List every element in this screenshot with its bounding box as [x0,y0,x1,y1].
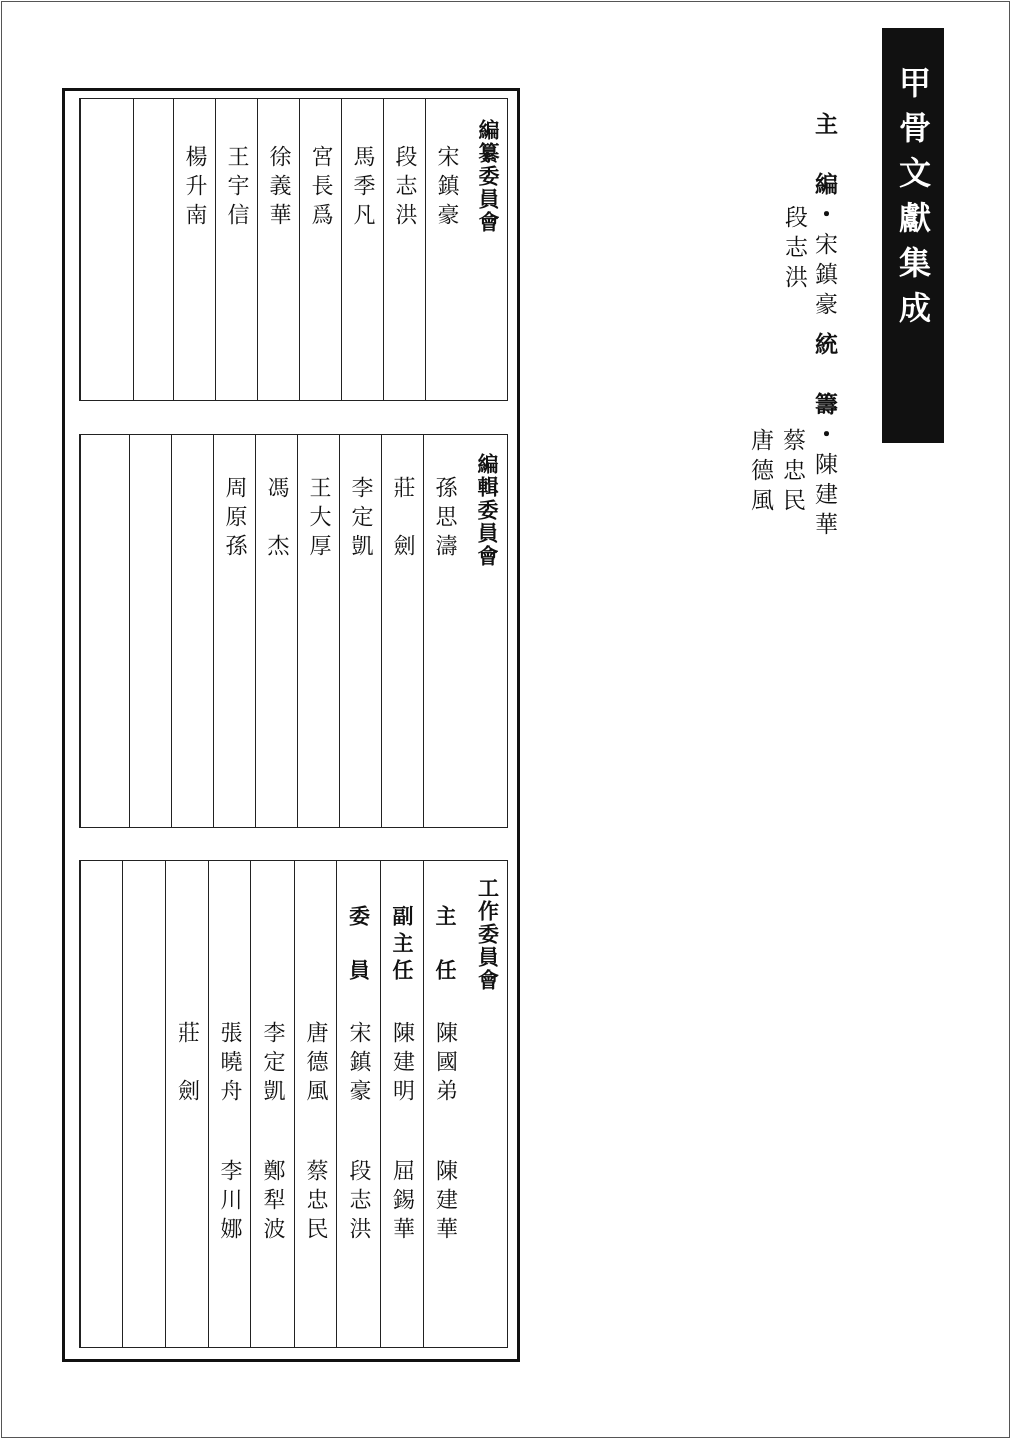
series-title-band [882,28,944,443]
work-role-label: 主 任 [433,905,457,986]
compilation-col-3 [341,99,383,400]
compilation-member: 宮長爲 [308,145,333,232]
work-col-8 [122,861,165,1347]
compilation-member: 徐義華 [266,145,291,232]
compilation-member: 段志洪 [392,145,417,232]
editor-name-1: 宋鎮豪 [811,232,837,322]
compilation-col-9 [80,99,133,400]
compilation-col-4 [299,99,341,400]
coordinator-name-3: 唐德風 [747,428,773,518]
compilation-member: 馬季凡 [350,145,375,232]
editorial-col-4 [297,435,339,827]
editorial-col-2 [381,435,423,827]
editorial-member: 李定凱 [348,476,373,563]
editorial-col-1 [423,435,465,827]
compilation-col-6 [215,99,257,400]
compilation-heading-col [467,99,509,400]
work-role-label: 副主任 [390,905,414,986]
work-member: 唐德風 [303,1021,328,1108]
work-member: 李定凱 [260,1021,285,1108]
coordinator-name-1: 陳建華 [811,452,837,542]
work-member: 陳建華 [432,1159,458,1246]
editor-role: 主 編・ [811,112,837,232]
editorial-col-8 [129,435,171,827]
work-member: 陳建明 [389,1021,415,1108]
work-member: 張曉舟 [217,1021,242,1108]
editorial-member: 孫思濤 [432,476,457,563]
compilation-col-8 [133,99,173,400]
editorial-col-7 [171,435,213,827]
coordinator-name-2: 蔡忠民 [779,428,805,518]
work-col-4 [294,861,336,1347]
work-member: 宋鎮豪 [346,1021,371,1108]
compilation-col-2 [383,99,425,400]
work-col-9 [80,861,122,1347]
work-member: 鄭犁波 [260,1159,285,1246]
work-member: 李川娜 [217,1159,242,1246]
editorial-member: 周原孫 [222,476,247,563]
editorial-member: 馮 杰 [264,476,289,563]
work-col-1 [423,861,466,1347]
work-member: 莊 劍 [174,1021,200,1108]
editorial-col-6 [213,435,255,827]
work-col-2 [380,861,423,1347]
editorial-heading-col [465,435,509,827]
editorial-col-3 [339,435,381,827]
work-col-3 [336,861,380,1347]
work-member: 段志洪 [346,1159,371,1246]
work-member: 屈錫華 [389,1159,415,1246]
coordinator-role: 統 籌・ [811,332,837,452]
work-member: 陳國弟 [432,1021,458,1108]
work-col-5 [250,861,294,1347]
work-col-6 [208,861,250,1347]
work-heading: 工作委員會 [475,877,500,992]
work-role-label: 委 員 [346,905,371,986]
compilation-heading: 編纂委員會 [476,119,500,234]
compilation-col-7 [173,99,215,400]
editorial-member: 莊 劍 [390,476,415,563]
compilation-member: 宋鎮豪 [434,145,459,232]
editorial-member: 王大厚 [306,476,331,563]
compilation-col-1 [425,99,467,400]
committee-panel [62,88,520,1362]
work-heading-col [466,861,509,1347]
editorial-col-5 [255,435,297,827]
series-title: 甲骨文獻集成 [894,66,932,336]
work-col-7 [165,861,208,1347]
editorial-committee [79,434,508,828]
editor-name-2: 段志洪 [781,205,807,295]
work-member: 蔡忠民 [303,1159,328,1246]
editorial-heading: 編輯委員會 [475,453,499,568]
editorial-col-9 [80,435,129,827]
compilation-committee [79,98,508,401]
editor-credit [808,112,841,322]
coordinator-credit [808,332,841,542]
compilation-col-5 [257,99,299,400]
work-committee [79,860,508,1348]
compilation-member: 楊升南 [182,145,207,232]
compilation-member: 王宇信 [224,145,249,232]
